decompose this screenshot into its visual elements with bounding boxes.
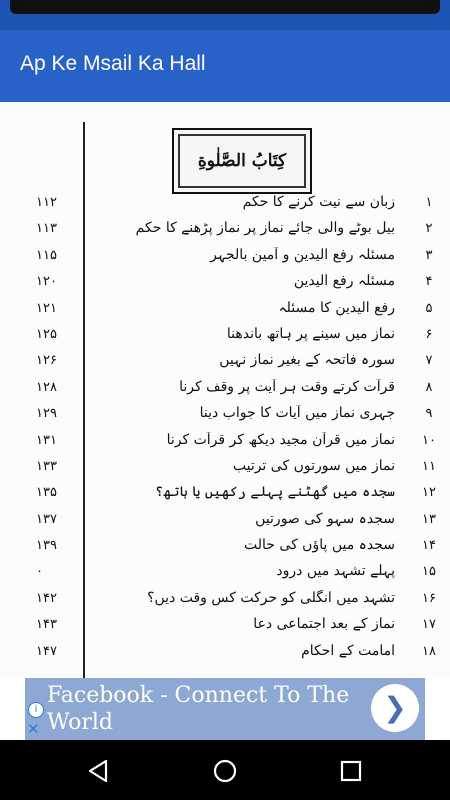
page-number: ۱۴۲: [36, 590, 57, 606]
entry-number: ۴: [425, 274, 433, 290]
entry-title: سجدہ میں گھٹنے پہلے رکھیں یا ہاتھ؟: [155, 484, 395, 501]
page-number: ۱۳۷: [36, 511, 57, 527]
ad-open-button[interactable]: [371, 684, 419, 732]
page-number: ۱۲۹: [36, 406, 57, 422]
contents-row: [0, 325, 450, 351]
entry-number: ۱۷: [422, 617, 436, 633]
back-triangle-icon[interactable]: [86, 758, 112, 784]
page-number: ۱۲۱: [36, 300, 57, 316]
page-number: ۱۲۸: [36, 379, 57, 395]
section-title-box: [172, 128, 312, 194]
contents-row: [0, 299, 450, 325]
entry-title: امامت کے احکام: [301, 642, 395, 659]
page-number: ۱۱۲: [36, 195, 57, 210]
contents-row: [0, 536, 450, 562]
home-circle-icon[interactable]: [212, 758, 238, 784]
entry-title: قرآت کرتے وقت ہر آیت پر وقف کرنا: [179, 378, 395, 395]
page-number: ۱۱۵: [36, 247, 57, 263]
contents-row: [0, 483, 450, 509]
contents-row: [0, 457, 450, 483]
contents-row: [0, 615, 450, 641]
status-bar-notch: [10, 0, 440, 14]
entry-title: جہری نماز میں آیات کا جواب دینا: [199, 405, 395, 422]
entry-title: تشہد میں انگلی کو حرکت کس وقت دیں؟: [147, 589, 395, 606]
entry-number: ۷: [425, 353, 433, 369]
recent-square-icon[interactable]: [338, 758, 364, 784]
entry-number: ۱۶: [422, 590, 436, 606]
page-number: ۱۴۳: [36, 617, 57, 633]
section-title-frame: [178, 134, 306, 188]
contents-row: [0, 246, 450, 272]
ad-banner[interactable]: [25, 678, 425, 740]
page-number: ۱۲۵: [36, 326, 57, 342]
entry-number: ۱۳: [422, 511, 436, 527]
entry-number: ۸: [425, 379, 433, 395]
chevron-right-icon: ❯: [383, 691, 407, 724]
entry-title: نماز میں سورتوں کی ترتیب: [232, 457, 395, 474]
entry-number: ۱: [425, 195, 433, 210]
entry-title: نماز میں سینے پر ہاتھ باندھنا: [226, 325, 395, 342]
page-number: ۱۳۹: [36, 538, 57, 554]
entry-number: ۲: [425, 221, 433, 237]
entry-title: سورہ فاتحہ کے بغیر نماز نہیں: [219, 352, 395, 369]
close-icon[interactable]: ✕: [27, 720, 40, 738]
app-bar: [0, 30, 450, 102]
entry-title: سجدہ میں پاؤں کی حالت: [244, 537, 395, 554]
entry-number: ۱۰: [422, 432, 436, 448]
entry-number: ۶: [425, 326, 433, 342]
contents-row: [0, 562, 450, 588]
contents-row: [0, 272, 450, 298]
status-bar: [0, 0, 450, 30]
info-icon[interactable]: i: [28, 702, 44, 718]
app-title: Ap Ke Msail Ka Hall: [20, 52, 206, 75]
contents-row: [0, 378, 450, 404]
entry-number: ۱۸: [422, 643, 436, 659]
page-number: ۱۲۰: [36, 274, 57, 290]
contents-row: [0, 193, 450, 219]
entry-number: ۱۵: [422, 564, 436, 580]
entry-title: سجدہ سہو کی صورتیں: [255, 510, 395, 527]
contents-row: [0, 351, 450, 377]
scanned-page[interactable]: [0, 102, 450, 678]
page-number: ۱۳۵: [36, 485, 57, 501]
entry-title: رفع الیدین کا مسئلہ: [278, 299, 395, 316]
entry-number: ۵: [425, 300, 433, 316]
entry-title: مسئلہ رفع الیدین: [293, 273, 395, 290]
contents-list: [0, 193, 450, 668]
contents-row: [0, 589, 450, 615]
contents-row: [0, 642, 450, 668]
entry-number: ۱۱: [422, 458, 436, 474]
entry-number: ۱۴: [422, 538, 436, 554]
section-title: كِتَابُ الصَّلٰوةِ: [197, 151, 287, 171]
page-number: ۱۳۳: [36, 458, 57, 474]
page-number: ۱۴۷: [36, 643, 57, 659]
entry-title: زبان سے نیت کرنے کا حکم: [242, 194, 395, 210]
entry-number: ۹: [425, 406, 433, 422]
ad-text[interactable]: Facebook - Connect To The World: [47, 683, 350, 735]
page-number: ۱۲۶: [36, 353, 57, 369]
contents-row: [0, 219, 450, 245]
entry-number: ۳: [425, 247, 433, 263]
entry-title: نماز میں قرآن مجید دیکھ کر قرآت کرنا: [166, 431, 395, 448]
entry-title: مسئلہ رفع الیدین و آمین بالجہر: [210, 246, 395, 263]
page-number: ۱۳۱: [36, 432, 57, 448]
contents-row: [0, 510, 450, 536]
entry-title: نماز کے بعد اجتماعی دعا: [253, 616, 395, 633]
contents-row: [0, 431, 450, 457]
entry-title: پہلے تشہد میں درود: [276, 563, 395, 580]
entry-number: ۱۲: [422, 485, 436, 501]
page-number: ۱۱۳: [36, 221, 57, 237]
entry-title: بیل بوٹے والی جائے نماز پر نماز پڑھنے کا حکم: [135, 220, 395, 237]
contents-row: [0, 404, 450, 430]
page-number: ۰: [36, 564, 43, 580]
navigation-bar: [0, 740, 450, 800]
